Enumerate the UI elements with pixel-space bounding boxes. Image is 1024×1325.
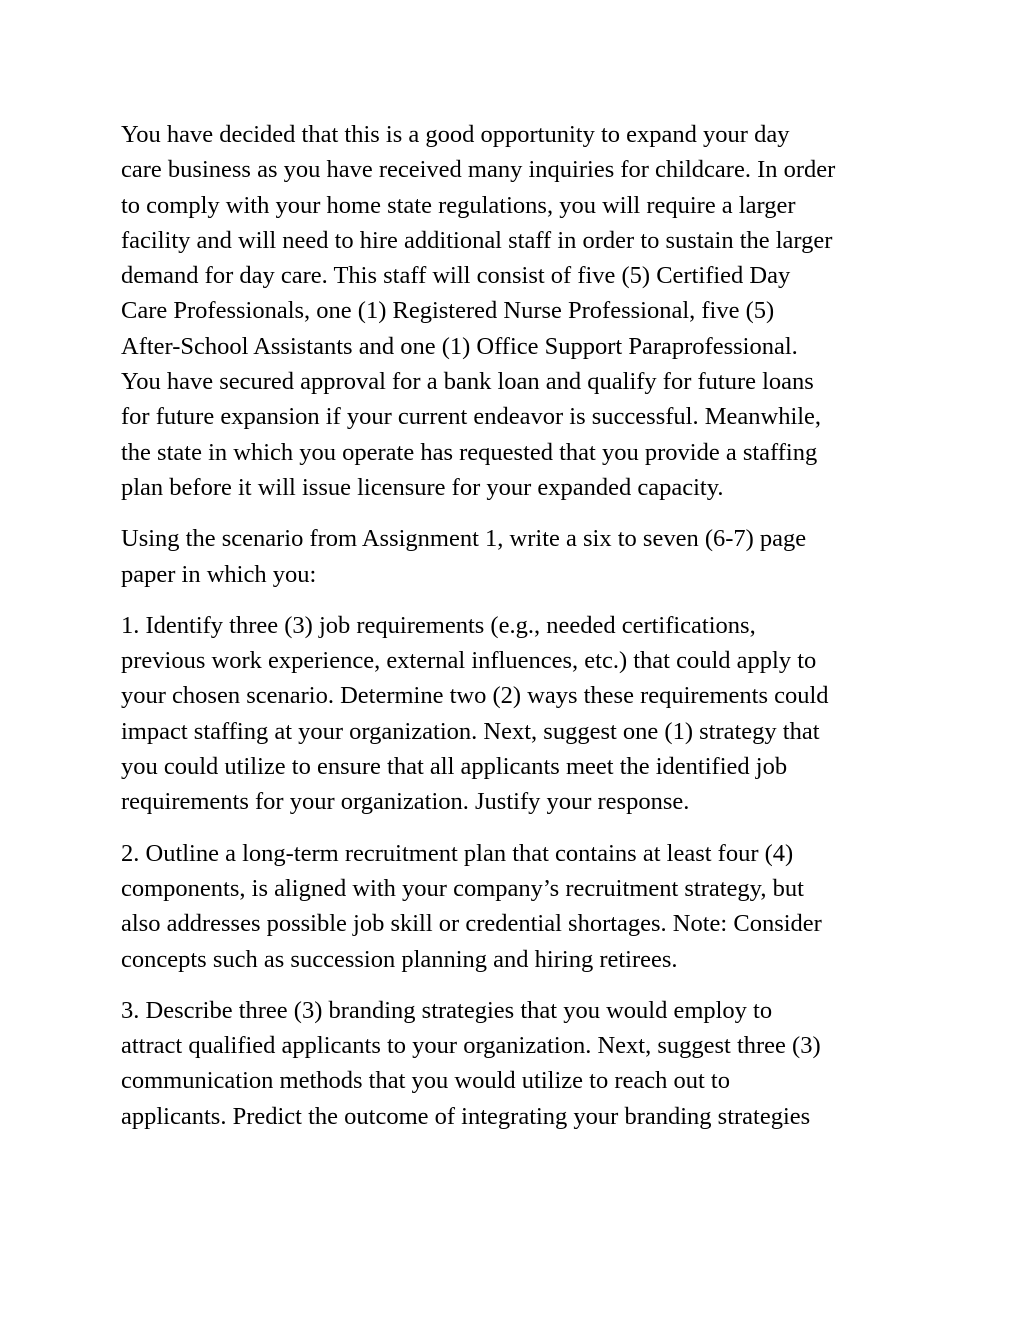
text-line: to comply with your home state regulations, you will require a larger [121,191,796,219]
text-line: your chosen scenario. Determine two (2) ways these requirements could [121,682,829,710]
text-line: previous work experience, external influences, etc.) that could apply to [121,647,817,675]
text-line: Using the scenario from Assignment 1, write a six to seven (6-7) page [121,525,807,553]
text-line: plan before it will issue licensure for your expanded capacity. [121,473,724,501]
paragraph-item-2 [121,836,911,977]
text-line: requirements for your organization. Justify your response. [121,788,690,816]
paragraph-item-1 [121,608,911,820]
text-line: also addresses possible job skill or credential shortages. Note: Consider [121,910,822,938]
text-line: applicants. Predict the outcome of integrating your branding strategies [121,1102,811,1130]
text-line: 3. Describe three (3) branding strategies that you would employ to [121,996,773,1024]
text-line: concepts such as succession planning and hiring retirees. [121,945,678,973]
text-line: paper in which you: [121,560,317,588]
text-line: After-School Assistants and one (1) Office Support Paraprofessional. [121,332,798,360]
paragraph-item-3 [121,993,911,1134]
text-line: 2. Outline a long-term recruitment plan that contains at least four (4) [121,839,794,867]
text-line: care business as you have received many inquiries for childcare. In order [121,156,836,184]
text-line: for future expansion if your current endeavor is successful. Meanwhile, [121,403,822,431]
text-line: you could utilize to ensure that all applicants meet the identified job [121,753,788,781]
text-line: You have secured approval for a bank loan and qualify for future loans [121,368,814,396]
document-body [121,117,911,1150]
text-line: communication methods that you would utilize to reach out to [121,1067,730,1095]
paragraph-scenario [121,117,911,505]
text-line: Care Professionals, one (1) Registered Nurse Professional, five (5) [121,297,775,325]
text-line: 1. Identify three (3) job requirements (e.g., needed certifications, [121,611,756,639]
text-line: impact staffing at your organization. Next, suggest one (1) strategy that [121,717,820,745]
text-line: attract qualified applicants to your organization. Next, suggest three (3) [121,1032,821,1060]
text-line: You have decided that this is a good opportunity to expand your day [121,121,790,148]
text-line: components, is aligned with your company’s recruitment strategy, but [121,874,804,902]
text-line: facility and will need to hire additional staff in order to sustain the larger [121,226,833,254]
paragraph-instructions [121,521,911,592]
text-line: demand for day care. This staff will consist of five (5) Certified Day [121,262,791,290]
text-line: the state in which you operate has requested that you provide a staffing [121,438,818,466]
